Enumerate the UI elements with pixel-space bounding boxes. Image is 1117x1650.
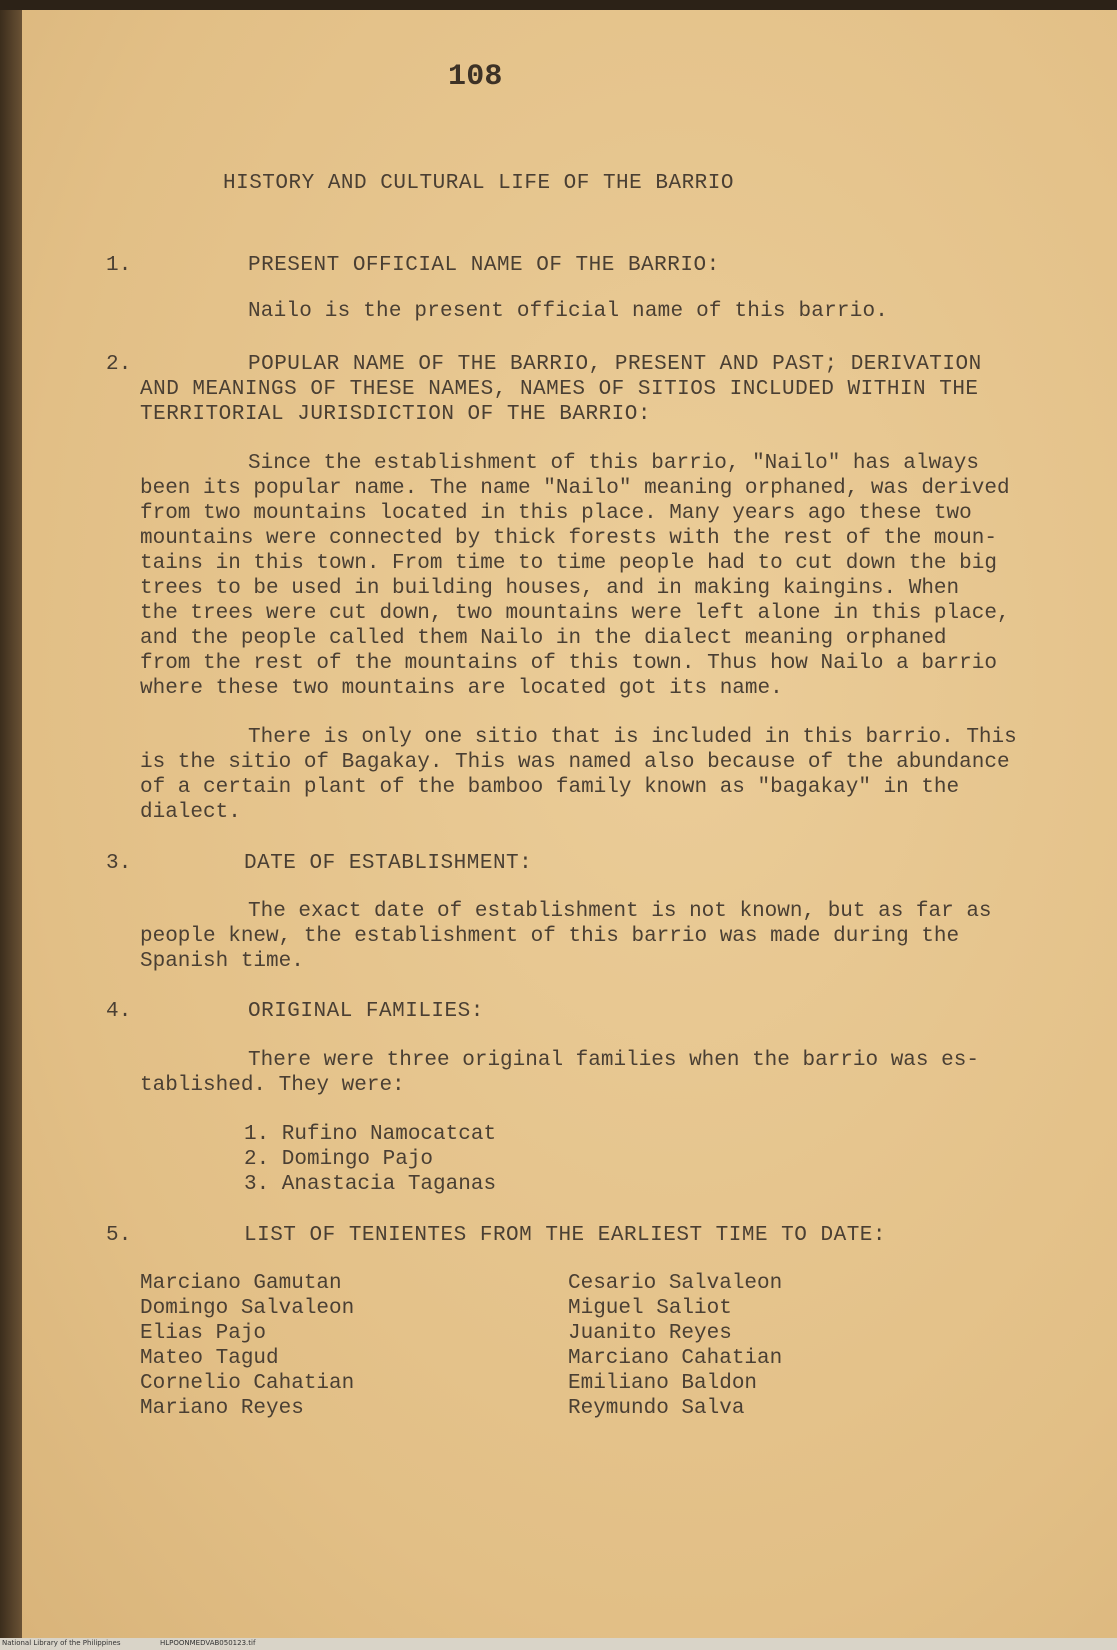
list-item: Emiliano Baldon — [568, 1372, 758, 1395]
paragraph-line: Since the establishment of this barrio, "Nailo" has always — [248, 452, 979, 475]
section-2-heading-line: POPULAR NAME OF THE BARRIO, PRESENT AND PAST; DERIVATION — [248, 353, 982, 376]
paragraph-line: the trees were cut down, two mountains were left alone in this place, — [140, 602, 1010, 625]
list-item: 2. Domingo Pajo — [244, 1148, 434, 1171]
paragraph-line: from two mountains located in this place. Many years ago these two — [140, 502, 972, 525]
paragraph-line: The exact date of establishment is not known, but as far as — [248, 900, 992, 923]
scan-top-edge — [0, 0, 1117, 10]
section-4-number: 4. — [106, 1000, 132, 1023]
list-item: Marciano Cahatian — [568, 1347, 783, 1370]
paragraph-line: been its popular name. The name "Nailo" meaning orphaned, was derived — [140, 477, 1010, 500]
list-item: Cornelio Cahatian — [140, 1372, 355, 1395]
scan-footer — [0, 1638, 1117, 1650]
list-item: 3. Anastacia Taganas — [244, 1173, 497, 1196]
paragraph-line: trees to be used in building houses, and in making kaingins. When — [140, 577, 960, 600]
section-1-number: 1. — [106, 254, 132, 277]
paragraph-line: of a certain plant of the bamboo family known as "bagakay" in the — [140, 776, 960, 799]
paragraph-line: There is only one sitio that is included in this barrio. This — [248, 726, 1017, 749]
section-2-heading-line: AND MEANINGS OF THESE NAMES, NAMES OF SITIOS INCLUDED WITHIN THE — [140, 378, 979, 401]
paragraph-line: Spanish time. — [140, 950, 304, 973]
paragraph-line: dialect. — [140, 801, 241, 824]
paragraph-line: people knew, the establishment of this barrio was made during the — [140, 925, 960, 948]
section-1-body: Nailo is the present official name of this barrio. — [248, 300, 889, 323]
section-3-heading: DATE OF ESTABLISHMENT: — [244, 852, 533, 875]
section-1-heading: PRESENT OFFICIAL NAME OF THE BARRIO: — [248, 254, 720, 277]
document-page — [22, 10, 1117, 1640]
section-3-number: 3. — [106, 852, 132, 875]
document-title: HISTORY AND CULTURAL LIFE OF THE BARRIO — [223, 172, 734, 195]
section-4-heading: ORIGINAL FAMILIES: — [248, 1000, 484, 1023]
paragraph-line: and the people called them Nailo in the dialect meaning orphaned — [140, 627, 947, 650]
list-item: Domingo Salvaleon — [140, 1297, 355, 1320]
list-item: Cesario Salvaleon — [568, 1272, 783, 1295]
footer-filename: HLPOONMEDVAB050123.tif — [160, 1639, 256, 1647]
section-2-heading-line: TERRITORIAL JURISDICTION OF THE BARRIO: — [140, 403, 651, 426]
paragraph-line: mountains were connected by thick forests with the rest of the moun- — [140, 527, 997, 550]
paragraph-line: from the rest of the mountains of this town. Thus how Nailo a barrio — [140, 652, 997, 675]
list-item: Mariano Reyes — [140, 1397, 304, 1420]
paragraph-line: tablished. They were: — [140, 1074, 405, 1097]
footer-library: National Library of the Philippines — [2, 1639, 121, 1647]
list-item: Reymundo Salva — [568, 1397, 745, 1420]
section-5-number: 5. — [106, 1224, 132, 1247]
list-item: Mateo Tagud — [140, 1347, 279, 1370]
paragraph-line: where these two mountains are located got its name. — [140, 677, 783, 700]
list-item: Juanito Reyes — [568, 1322, 732, 1345]
paragraph-line: There were three original families when the barrio was es- — [248, 1049, 979, 1072]
list-item: Marciano Gamutan — [140, 1272, 342, 1295]
list-item: Miguel Saliot — [568, 1297, 732, 1320]
section-2-number: 2. — [106, 353, 132, 376]
book-binding-edge — [0, 10, 22, 1640]
list-item: 1. Rufino Namocatcat — [244, 1123, 497, 1146]
section-5-heading: LIST OF TENIENTES FROM THE EARLIEST TIME TO DATE: — [244, 1224, 887, 1247]
paragraph-line: tains in this town. From time to time people had to cut down the big — [140, 552, 997, 575]
paragraph-line: is the sitio of Bagakay. This was named also because of the abundance — [140, 751, 1010, 774]
list-item: Elias Pajo — [140, 1322, 267, 1345]
page-number: 108 — [448, 60, 503, 94]
